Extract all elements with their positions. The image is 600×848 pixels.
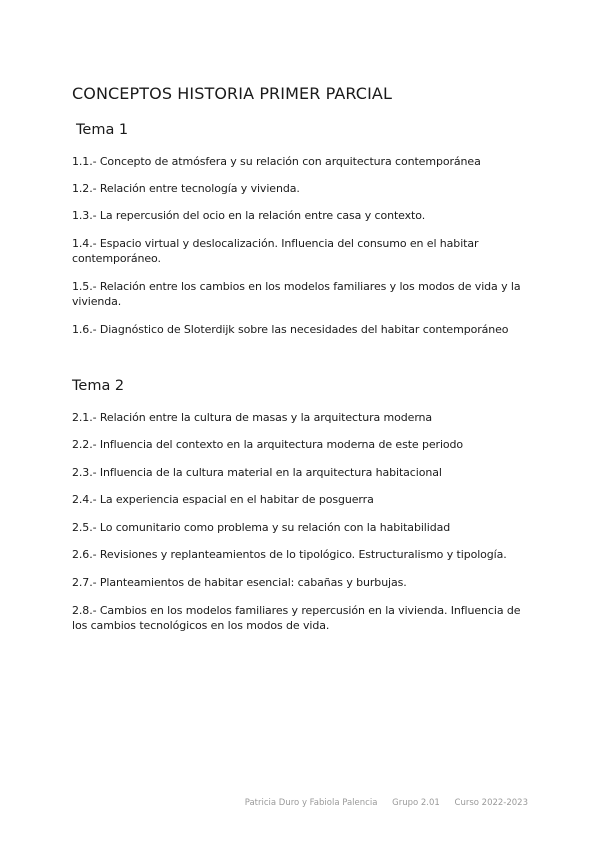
list-item-2-7: 2.7.- Planteamientos de habitar esencial: cabañas y burbujas. bbox=[72, 576, 407, 589]
list-item-2-3: 2.3.- Influencia de la cultura material en la arquitectura habitacional bbox=[72, 466, 442, 479]
section-heading-tema-2: Tema 2 bbox=[72, 378, 125, 394]
list-item-1-4: 1.4.- Espacio virtual y deslocalización. Influencia del consumo en el habitar contemporáneo. bbox=[72, 237, 479, 265]
list-item-2-4: 2.4.- La experiencia espacial en el habitar de posguerra bbox=[72, 493, 374, 506]
footer-authors: Patricia Duro y Fabiola Palencia bbox=[244, 798, 378, 808]
list-item-1-6: 1.6.- Diagnóstico de Sloterdijk sobre las necesidades del habitar contemporáneo bbox=[72, 323, 509, 336]
list-item-1-2: 1.2.- Relación entre tecnología y vivienda. bbox=[72, 182, 300, 195]
list-item-1-5: 1.5.- Relación entre los cambios en los modelos familiares y los modos de vida y la vivienda. bbox=[72, 280, 521, 308]
list-item-2-8: 2.8.- Cambios en los modelos familiares y repercusión en la vivienda. Influencia de los cambios tecnológicos en los modos de vida. bbox=[72, 604, 521, 632]
footer-course: Curso 2022-2023 bbox=[454, 798, 528, 808]
footer-group: Grupo 2.01 bbox=[392, 798, 440, 808]
list-item-2-5: 2.5.- Lo comunitario como problema y su relación con la habitabilidad bbox=[72, 521, 451, 534]
list-item-2-1: 2.1.- Relación entre la cultura de masas y la arquitectura moderna bbox=[72, 411, 433, 424]
list-item-1-1: 1.1.- Concepto de atmósfera y su relación con arquitectura contemporánea bbox=[72, 155, 481, 168]
list-item-1-3: 1.3.- La repercusión del ocio en la relación entre casa y contexto. bbox=[72, 209, 426, 222]
page-footer bbox=[245, 798, 528, 808]
list-item-2-6: 2.6.- Revisiones y replanteamientos de lo tipológico. Estructuralismo y tipología. bbox=[72, 548, 507, 561]
list-item-2-2: 2.2.- Influencia del contexto en la arquitectura moderna de este periodo bbox=[72, 438, 464, 451]
page-title: CONCEPTOS HISTORIA PRIMER PARCIAL bbox=[72, 84, 392, 103]
section-heading-tema-1: Tema 1 bbox=[76, 122, 129, 138]
